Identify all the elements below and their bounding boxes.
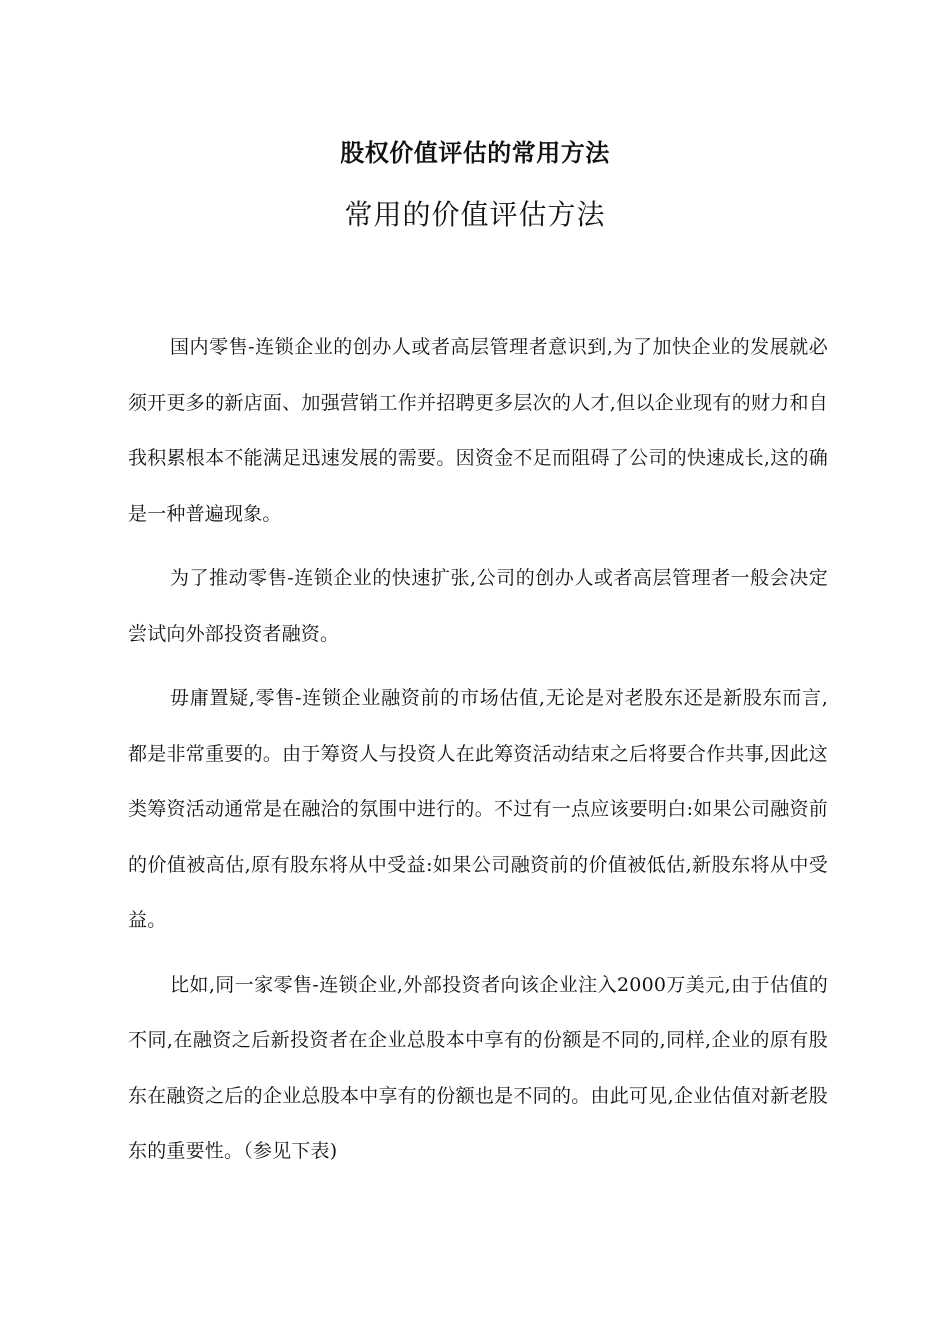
document-body bbox=[128, 320, 828, 1180]
paragraph-3: 毋庸置疑,零售-连锁企业融资前的市场估值,无论是对老股东还是新股东而言,都是非常重要的。由于筹资人与投资人在此筹资活动结束之后将要合作共事,因此这类筹资活动通常是在融洽的氛围中进行的。不过有一点应该要明白:如果公司融资前的价值被高估,原有股东将从中受益:如果公司融资前的价值被低估,新股东将从中受益。 bbox=[128, 687, 828, 931]
paragraph-4: 比如,同一家零售-连锁企业,外部投资者向该企业注入2000万美元,由于估值的不同,在融资之后新投资者在企业总股本中享有的份额是不同的,同样,企业的原有股东在融资之后的企业总股本中享有的份额也是不同的。由此可见,企业估值对新老股东的重要性。（参见下表) bbox=[128, 973, 828, 1162]
document-title: 股权价值评估的常用方法 bbox=[340, 139, 610, 167]
document-subtitle: 常用的价值评估方法 bbox=[344, 198, 606, 231]
paragraph-2: 为了推动零售-连锁企业的快速扩张,公司的创办人或者高层管理者一般会决定尝试向外部投资者融资。 bbox=[128, 567, 828, 645]
paragraph-1: 国内零售-连锁企业的创办人或者高层管理者意识到,为了加快企业的发展就必须开更多的新店面、加强营销工作并招聘更多层次的人才,但以企业现有的财力和自我积累根本不能满足迅速发展的需要。因资金不足而阻碍了公司的快速成长,这的确是一种普遍现象。 bbox=[128, 336, 828, 525]
